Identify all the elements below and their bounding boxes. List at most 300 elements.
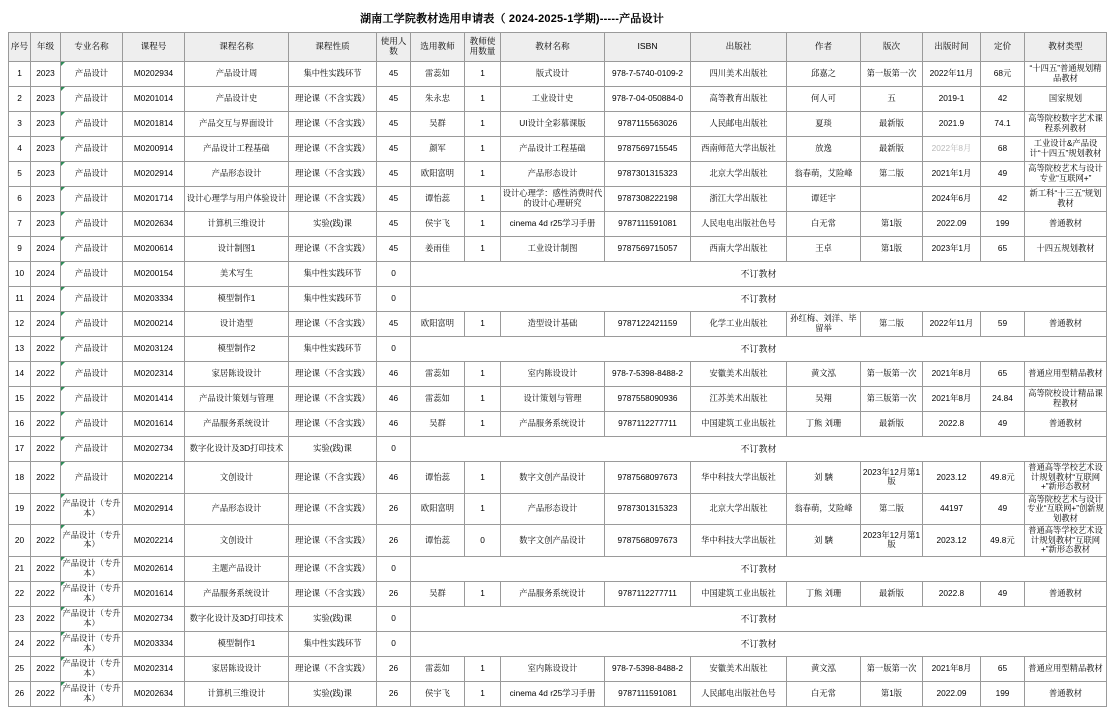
cell-publisher: 西南师范大学出版社 [691,137,787,162]
cell-no: 7 [9,212,31,237]
table-row[interactable] [9,681,1107,706]
cell-year: 2022 [31,525,61,557]
column-header-teacher-use-count: 教师使用数量 [465,33,501,62]
column-header-author: 作者 [787,33,861,62]
cell-material: cinema 4d r25学习手册 [501,681,605,706]
table-row[interactable] [9,525,1107,557]
column-header-pub-date: 出版时间 [923,33,981,62]
cell-major: 产品设计 [61,237,123,262]
cell-isbn: 9787112277711 [605,581,691,606]
cell-type: 普通教材 [1025,581,1107,606]
cell-isbn: 978-7-5398-8488-2 [605,656,691,681]
cell-material: 产品服务系统设计 [501,412,605,437]
cell-no: 12 [9,312,31,337]
cell-use_count: 45 [377,87,411,112]
cell-edition [861,187,923,212]
cell-author: 翁春萌，艾险峰 [787,493,861,525]
table-row[interactable] [9,112,1107,137]
cell-course: 家居陈设设计 [185,362,289,387]
column-header-major: 专业名称 [61,33,123,62]
cell-edition: 第1版 [861,212,923,237]
cell-code: M0202614 [123,556,185,581]
cell-year: 2022 [31,656,61,681]
cell-major: 产品设计 [61,112,123,137]
cell-pub_date: 2023.12 [923,525,981,557]
cell-price: 49 [981,162,1025,187]
cell-no: 11 [9,287,31,312]
cell-major: 产品设计（专升本） [61,656,123,681]
cell-no: 22 [9,581,31,606]
cell-year: 2022 [31,337,61,362]
cell-no-textbook: 不订教材 [411,262,1107,287]
cell-isbn: 9787569715545 [605,137,691,162]
cell-major: 产品设计 [61,437,123,462]
cell-year: 2022 [31,581,61,606]
cell-no: 6 [9,187,31,212]
cell-use_count: 0 [377,287,411,312]
cell-pub_date: 2022年8月 [923,137,981,162]
column-header-use-count: 使用人数 [377,33,411,62]
cell-author: 夏琰 [787,112,861,137]
cell-no-textbook: 不订教材 [411,437,1107,462]
cell-no: 21 [9,556,31,581]
cell-use_count: 0 [377,631,411,656]
table-row[interactable] [9,462,1107,494]
cell-year: 2023 [31,212,61,237]
cell-price: 65 [981,656,1025,681]
cell-major: 产品设计 [61,287,123,312]
cell-material: 设计策划与管理 [501,387,605,412]
cell-price: 59 [981,312,1025,337]
cell-course: 主题产品设计 [185,556,289,581]
cell-year: 2023 [31,187,61,212]
cell-author: 丁熊 刘珊 [787,412,861,437]
cell-teacher: 侯宇飞 [411,681,465,706]
cell-material: 数字文创产品设计 [501,525,605,557]
table-row[interactable] [9,387,1107,412]
cell-pub_date: 2021.9 [923,112,981,137]
table-body [9,62,1107,707]
cell-nature: 实验(践)课 [289,437,377,462]
cell-year: 2022 [31,362,61,387]
cell-no: 16 [9,412,31,437]
cell-publisher: 安徽美术出版社 [691,656,787,681]
cell-course: 产品设计史 [185,87,289,112]
cell-publisher: 安徽美术出版社 [691,362,787,387]
cell-price: 49 [981,412,1025,437]
cell-material: 造型设计基础 [501,312,605,337]
cell-course: 设计心理学与用户体验设计 [185,187,289,212]
table-row[interactable] [9,62,1107,87]
cell-nature: 理论课（不含实践） [289,237,377,262]
cell-course: 模型制作1 [185,287,289,312]
cell-isbn: 9787115563026 [605,112,691,137]
cell-type: 普通高等学校艺术设计规划教材“互联网+”新形态教材 [1025,525,1107,557]
cell-isbn: 9787112277711 [605,412,691,437]
cell-publisher: 北京大学出版社 [691,162,787,187]
cell-teacher: 吴群 [411,581,465,606]
cell-isbn: 9787568097673 [605,525,691,557]
cell-type: 普通教材 [1025,412,1107,437]
cell-edition: 最新版 [861,112,923,137]
cell-nature: 理论课（不含实践） [289,581,377,606]
cell-major: 产品设计（专升本） [61,581,123,606]
cell-no-textbook: 不订教材 [411,606,1107,631]
cell-year: 2022 [31,606,61,631]
table-row[interactable] [9,212,1107,237]
cell-course: 文创设计 [185,525,289,557]
table-row[interactable] [9,137,1107,162]
cell-isbn: 978-7-04-050884-0 [605,87,691,112]
cell-teacher_count: 1 [465,387,501,412]
cell-course: 计算机三维设计 [185,681,289,706]
table-row[interactable] [9,162,1107,187]
cell-no: 23 [9,606,31,631]
cell-publisher: 北京大学出版社 [691,493,787,525]
table-row[interactable] [9,237,1107,262]
cell-publisher: 浙江大学出版社 [691,187,787,212]
cell-year: 2022 [31,493,61,525]
cell-edition: 最新版 [861,137,923,162]
cell-teacher: 雷蕊如 [411,62,465,87]
cell-material: 产品设计工程基础 [501,137,605,162]
table-row[interactable] [9,581,1107,606]
cell-pub_date: 2023.12 [923,462,981,494]
cell-use_count: 45 [377,187,411,212]
cell-teacher: 雷蕊如 [411,656,465,681]
cell-material: cinema 4d r25学习手册 [501,212,605,237]
cell-year: 2024 [31,312,61,337]
cell-teacher: 欧阳富明 [411,493,465,525]
cell-teacher: 颜军 [411,137,465,162]
cell-price: 24.84 [981,387,1025,412]
cell-nature: 实验(践)课 [289,212,377,237]
cell-author: 何人可 [787,87,861,112]
cell-nature: 理论课（不含实践） [289,137,377,162]
cell-material: 室内陈设设计 [501,362,605,387]
cell-teacher: 谭怡蕊 [411,525,465,557]
cell-material: 室内陈设设计 [501,656,605,681]
cell-publisher: 高等教育出版社 [691,87,787,112]
cell-teacher: 谭怡蕊 [411,462,465,494]
cell-major: 产品设计 [61,212,123,237]
cell-price: 42 [981,187,1025,212]
cell-publisher: 江苏美术出版社 [691,387,787,412]
table-header [9,33,1107,62]
cell-code: M0203334 [123,631,185,656]
cell-type: 新工科“十三五”规划教材 [1025,187,1107,212]
cell-type: 普通教材 [1025,212,1107,237]
cell-author: 白无常 [787,681,861,706]
cell-course: 设计制图1 [185,237,289,262]
cell-code: M0201614 [123,581,185,606]
cell-edition: 第一版第一次 [861,656,923,681]
cell-teacher: 侯宇飞 [411,212,465,237]
cell-code: M0201614 [123,412,185,437]
cell-year: 2023 [31,137,61,162]
cell-use_count: 0 [377,337,411,362]
table-row[interactable] [9,362,1107,387]
cell-no: 20 [9,525,31,557]
cell-nature: 集中性实践环节 [289,62,377,87]
cell-material: 设计心理学：感性消费时代的设计心理研究 [501,187,605,212]
cell-material: 工业设计制图 [501,237,605,262]
column-header-course-code: 课程号 [123,33,185,62]
cell-course: 产品形态设计 [185,162,289,187]
table-row[interactable] [9,337,1107,362]
cell-use_count: 0 [377,556,411,581]
cell-use_count: 45 [377,62,411,87]
cell-author: 谭廷宇 [787,187,861,212]
cell-author: 丁熊 刘珊 [787,581,861,606]
cell-price: 199 [981,681,1025,706]
cell-nature: 理论课（不含实践） [289,362,377,387]
cell-nature: 理论课（不含实践） [289,187,377,212]
cell-use_count: 26 [377,581,411,606]
cell-use_count: 46 [377,387,411,412]
cell-material: 数字文创产品设计 [501,462,605,494]
cell-edition: 2023年12月第1版 [861,525,923,557]
cell-nature: 理论课（不含实践） [289,87,377,112]
cell-year: 2023 [31,112,61,137]
cell-major: 产品设计（专升本） [61,681,123,706]
cell-no-textbook: 不订教材 [411,287,1107,312]
cell-teacher_count: 1 [465,62,501,87]
cell-material: 产品形态设计 [501,493,605,525]
cell-course: 文创设计 [185,462,289,494]
cell-type: 国家规划 [1025,87,1107,112]
cell-year: 2024 [31,262,61,287]
cell-publisher: 中国建筑工业出版社 [691,412,787,437]
cell-major: 产品设计（专升本） [61,525,123,557]
table-row[interactable] [9,187,1107,212]
cell-author: 吴翔 [787,387,861,412]
cell-teacher_count: 1 [465,212,501,237]
cell-type: 普通应用型精品教材 [1025,656,1107,681]
cell-teacher: 雷蕊如 [411,362,465,387]
cell-major: 产品设计 [61,187,123,212]
cell-pub_date: 2019-1 [923,87,981,112]
cell-isbn: 9787301315323 [605,493,691,525]
cell-isbn: 9787558090936 [605,387,691,412]
cell-edition: 最新版 [861,581,923,606]
cell-edition: 最新版 [861,412,923,437]
cell-pub_date: 2022.8 [923,581,981,606]
cell-code: M0201814 [123,112,185,137]
column-header-material-name: 教材名称 [501,33,605,62]
cell-nature: 集中性实践环节 [289,287,377,312]
table-row[interactable] [9,606,1107,631]
cell-major: 产品设计 [61,337,123,362]
cell-price: 74.1 [981,112,1025,137]
cell-price: 49.8元 [981,462,1025,494]
cell-major: 产品设计 [61,262,123,287]
cell-isbn: 9787301315323 [605,162,691,187]
table-row[interactable] [9,493,1107,525]
cell-type: 工业设计&产品设计“十四五”规划教材 [1025,137,1107,162]
cell-teacher_count: 1 [465,656,501,681]
cell-no: 2 [9,87,31,112]
cell-use_count: 46 [377,462,411,494]
cell-year: 2023 [31,87,61,112]
cell-pub_date: 2023年1月 [923,237,981,262]
cell-course: 美术写生 [185,262,289,287]
cell-isbn: 9787122421159 [605,312,691,337]
cell-pub_date: 2022年11月 [923,62,981,87]
table-row[interactable] [9,262,1107,287]
cell-course: 产品设计工程基础 [185,137,289,162]
cell-major: 产品设计 [61,162,123,187]
table-row[interactable] [9,631,1107,656]
cell-teacher: 吴群 [411,112,465,137]
column-header-isbn: ISBN [605,33,691,62]
cell-edition: 第三版第一次 [861,387,923,412]
cell-use_count: 0 [377,262,411,287]
cell-no-textbook: 不订教材 [411,631,1107,656]
column-header-material-type: 教材类型 [1025,33,1107,62]
cell-no: 10 [9,262,31,287]
column-header-price: 定价 [981,33,1025,62]
cell-edition: 五 [861,87,923,112]
cell-teacher: 谭怡蕊 [411,187,465,212]
cell-use_count: 45 [377,237,411,262]
cell-edition: 第二版 [861,312,923,337]
cell-major: 产品设计 [61,87,123,112]
cell-code: M0202314 [123,362,185,387]
cell-year: 2023 [31,162,61,187]
cell-use_count: 26 [377,656,411,681]
cell-no: 14 [9,362,31,387]
cell-no-textbook: 不订教材 [411,337,1107,362]
cell-nature: 集中性实践环节 [289,631,377,656]
cell-teacher: 欧阳富明 [411,312,465,337]
cell-code: M0202634 [123,212,185,237]
cell-major: 产品设计 [61,462,123,494]
textbook-selection-table [8,32,1107,707]
cell-pub_date: 2021年8月 [923,387,981,412]
cell-price: 68元 [981,62,1025,87]
cell-price: 49 [981,581,1025,606]
cell-type: 高等院校艺术与设计专业“互联网+”创新规划教材 [1025,493,1107,525]
cell-teacher: 雷蕊如 [411,387,465,412]
cell-author: 黄文泓 [787,656,861,681]
cell-nature: 集中性实践环节 [289,337,377,362]
table-row[interactable] [9,556,1107,581]
cell-code: M0200914 [123,137,185,162]
cell-nature: 理论课（不含实践） [289,312,377,337]
cell-author: 王卓 [787,237,861,262]
cell-author: 邱嘉之 [787,62,861,87]
cell-no: 3 [9,112,31,137]
cell-use_count: 26 [377,493,411,525]
cell-teacher_count: 1 [465,312,501,337]
cell-edition: 第一版第一次 [861,62,923,87]
cell-teacher: 欧阳富明 [411,162,465,187]
cell-author: 刘 騻 [787,462,861,494]
cell-teacher: 姜雨佳 [411,237,465,262]
cell-pub_date: 2021年8月 [923,656,981,681]
cell-course: 家居陈设设计 [185,656,289,681]
cell-isbn: 978-7-5398-8488-2 [605,362,691,387]
table-row[interactable] [9,87,1107,112]
cell-type: 十四五规划教材 [1025,237,1107,262]
cell-price: 65 [981,362,1025,387]
cell-year: 2023 [31,62,61,87]
cell-course: 产品设计策划与管理 [185,387,289,412]
cell-teacher_count: 1 [465,362,501,387]
cell-edition: 2023年12月第1版 [861,462,923,494]
cell-code: M0202314 [123,656,185,681]
cell-nature: 实验(践)课 [289,606,377,631]
cell-no: 5 [9,162,31,187]
cell-year: 2024 [31,237,61,262]
cell-pub_date: 2021年8月 [923,362,981,387]
column-header-course-nature: 课程性质 [289,33,377,62]
cell-teacher_count: 1 [465,112,501,137]
table-row[interactable] [9,412,1107,437]
table-row[interactable] [9,312,1107,337]
table-header-row [9,33,1107,62]
cell-material: 工业设计史 [501,87,605,112]
cell-pub_date: 2022.09 [923,681,981,706]
cell-major: 产品设计 [61,412,123,437]
cell-code: M0202734 [123,606,185,631]
cell-nature: 理论课（不含实践） [289,556,377,581]
cell-course: 产品形态设计 [185,493,289,525]
cell-material: 产品形态设计 [501,162,605,187]
cell-nature: 理论课（不含实践） [289,493,377,525]
table-row[interactable] [9,656,1107,681]
cell-isbn: 9787568097673 [605,462,691,494]
cell-course: 产品服务系统设计 [185,581,289,606]
cell-material: UI设计全彩慕课版 [501,112,605,137]
column-header-year: 年级 [31,33,61,62]
cell-no: 26 [9,681,31,706]
cell-type: 高等院校艺术与设计专业“互联网+” [1025,162,1107,187]
cell-pub_date: 44197 [923,493,981,525]
cell-teacher_count: 1 [465,412,501,437]
cell-code: M0202634 [123,681,185,706]
cell-author: 翁春萌，艾险峰 [787,162,861,187]
cell-no: 4 [9,137,31,162]
cell-publisher: 西南大学出版社 [691,237,787,262]
cell-major: 产品设计（专升本） [61,631,123,656]
cell-use_count: 0 [377,437,411,462]
cell-publisher: 人民邮电出版社色号 [691,681,787,706]
cell-teacher_count: 1 [465,162,501,187]
cell-course: 产品交互与界面设计 [185,112,289,137]
cell-teacher_count: 1 [465,581,501,606]
cell-price: 49.8元 [981,525,1025,557]
cell-course: 计算机三维设计 [185,212,289,237]
cell-course: 数字化设计及3D打印技术 [185,606,289,631]
cell-author: 白无常 [787,212,861,237]
cell-nature: 理论课（不含实践） [289,656,377,681]
cell-price: 42 [981,87,1025,112]
cell-code: M0202914 [123,162,185,187]
cell-edition: 第二版 [861,493,923,525]
cell-code: M0202934 [123,62,185,87]
cell-material: 版式设计 [501,62,605,87]
cell-teacher_count: 1 [465,462,501,494]
cell-year: 2022 [31,387,61,412]
table-row[interactable] [9,437,1107,462]
table-row[interactable] [9,287,1107,312]
cell-no: 13 [9,337,31,362]
cell-use_count: 45 [377,212,411,237]
cell-type: 普通应用型精品教材 [1025,362,1107,387]
cell-price: 49 [981,493,1025,525]
